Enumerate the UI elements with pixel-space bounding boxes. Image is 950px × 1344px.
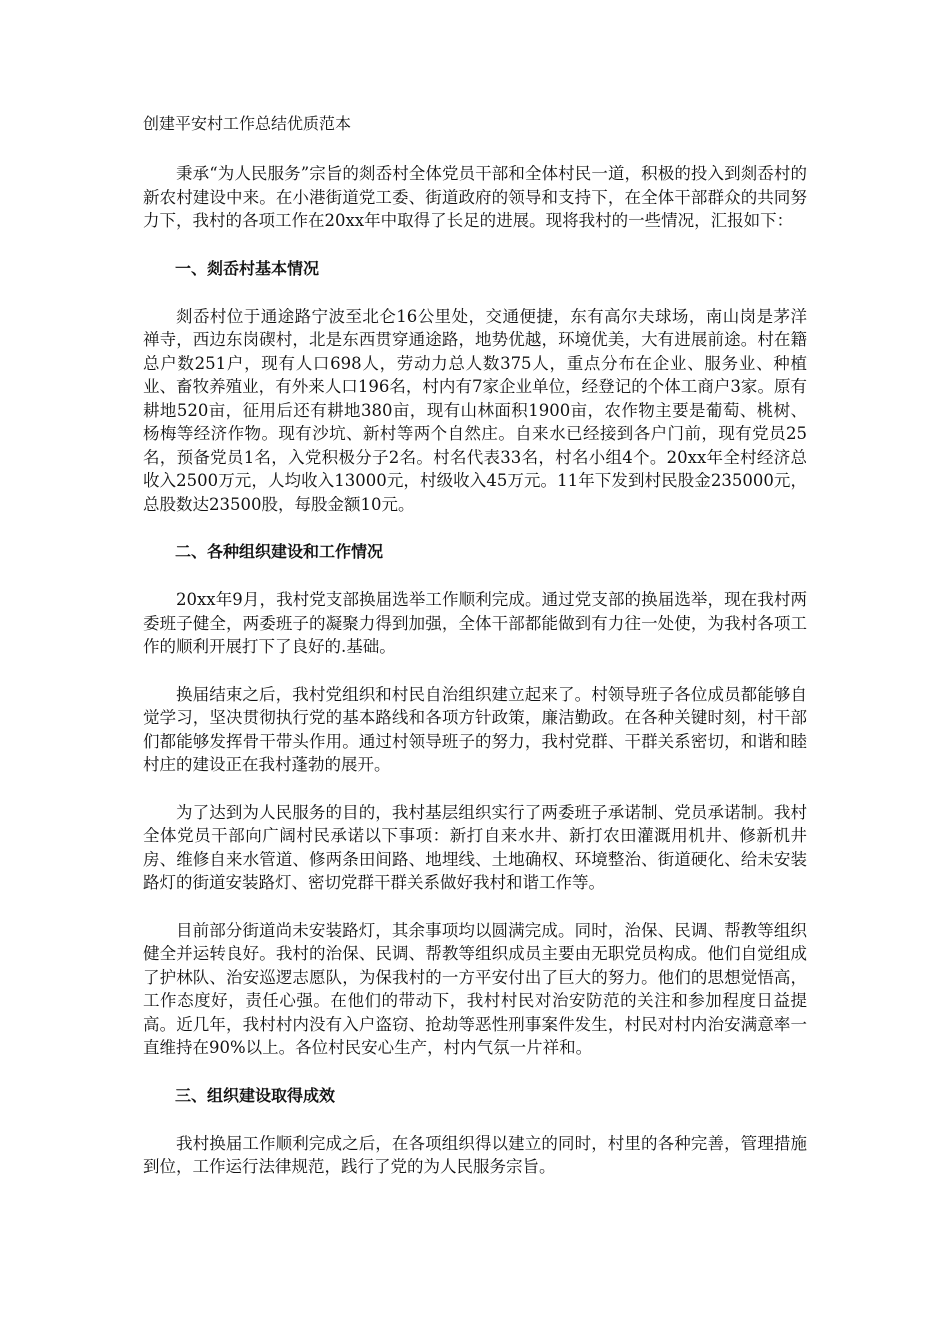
intro-paragraph: 秉承“为人民服务”宗旨的剡岙村全体党员干部和全体村民一道，积极的投入到剡岙村的新农村建设中来。在小港街道党工委、街道政府的领导和支持下，在全体干部群众的共同努力下，我村的各项工作在20xx年中取得了长足的进展。现将我村的一些情况，汇报如下： — [143, 164, 807, 230]
section-heading: 二、各种组织建设和工作情况 — [175, 542, 384, 561]
section-results — [143, 1084, 807, 1179]
body-paragraph: 我村换届工作顺利完成之后，在各项组织得以建立的同时，村里的各种完善，管理措施到位，工作运行法律规范，践行了党的为人民服务宗旨。 — [143, 1133, 807, 1176]
section-basic-info — [143, 257, 807, 517]
body-paragraph: 目前部分街道尚未安装路灯，其余事项均以圆满完成。同时，治保、民调、帮教等组织健全并运转良好。我村的治保、民调、帮教等组织成员主要由无职党员构成。他们自觉组成了护林队、治安巡逻志愿队，为保我村的一方平安付出了巨大的努力。他们的思想觉悟高，工作态度好，责任心强。在他们的带动下，我村村民对治安防范的关注和参加程度日益提高。近几年，我村村内没有入户盗窃、抢劫等恶性刑事案件发生，村民对村内治安满意率一直维持在90%以上。各位村民安心生产，村内气氛一片祥和。 — [143, 920, 807, 1057]
body-paragraph: 为了达到为人民服务的目的，我村基层组织实行了两委班子承诺制、党员承诺制。我村全体党员干部向广阔村民承诺以下事项：新打自来水井、新打农田灌溉用机井、修新机井房、维修自来水管道、修两条田间路、地埋线、土地确权、环境整治、街道硬化、给未安装路灯的街道安装路灯、密切党群干群关系做好我村和谐工作等。 — [143, 802, 807, 892]
body-paragraph: 剡岙村位于通途路宁波至北仑16公里处，交通便捷，东有高尔夫球场，南山岗是茅洋禅寺，西边东岗碶村，北是东西贯穿通途路，地势优越，环境优美，大有进展前途。村在籍总户数251户，现有人口698人，劳动力总人数375人，重点分布在企业、服务业、种植业、畜牧养殖业，有外来人口196名，村内有7家企业单位，经登记的个体工商户3家。原有耕地520亩，征用后还有耕地380亩，现有山林面积1900亩，农作物主要是葡萄、桃树、杨梅等经济作物。现有沙坑、新村等两个自然庄。自来水已经接到各户门前，现有党员25名，预备党员1名，入党积极分子2名。村名代表33名，村名小组4个。20xx年全村经济总收入2500万元，人均收入13000元，村级收入45万元。11年下发到村民股金235000元，总股数达23500股，每股金额10元。 — [143, 306, 807, 514]
document-page — [143, 112, 807, 1203]
document-title: 创建平安村工作总结优质范本 — [143, 114, 352, 133]
section-heading: 一、剡岙村基本情况 — [175, 258, 320, 278]
body-paragraph: 换届结束之后，我村党组织和村民自治组织建立起来了。村领导班子各位成员都能够自觉学习，坚决贯彻执行党的基本路线和各项方针政策，廉洁勤政。在各种关键时刻，村干部们都能够发挥骨干带头作用。通过村领导班子的努力，我村党群、干群关系密切，和谐和睦村庄的建设正在我村蓬勃的展开。 — [143, 684, 807, 774]
section-heading: 三、组织建设取得成效 — [175, 1085, 336, 1105]
section-organization-building — [143, 540, 807, 1060]
body-paragraph: 20xx年9月，我村党支部换届选举工作顺利完成。通过党支部的换届选举，现在我村两委班子健全，两委班子的凝聚力得到加强，全体干部都能做到有力往一处使，为我村各项工作的顺利开展打下了良好的.基础。 — [143, 590, 807, 656]
